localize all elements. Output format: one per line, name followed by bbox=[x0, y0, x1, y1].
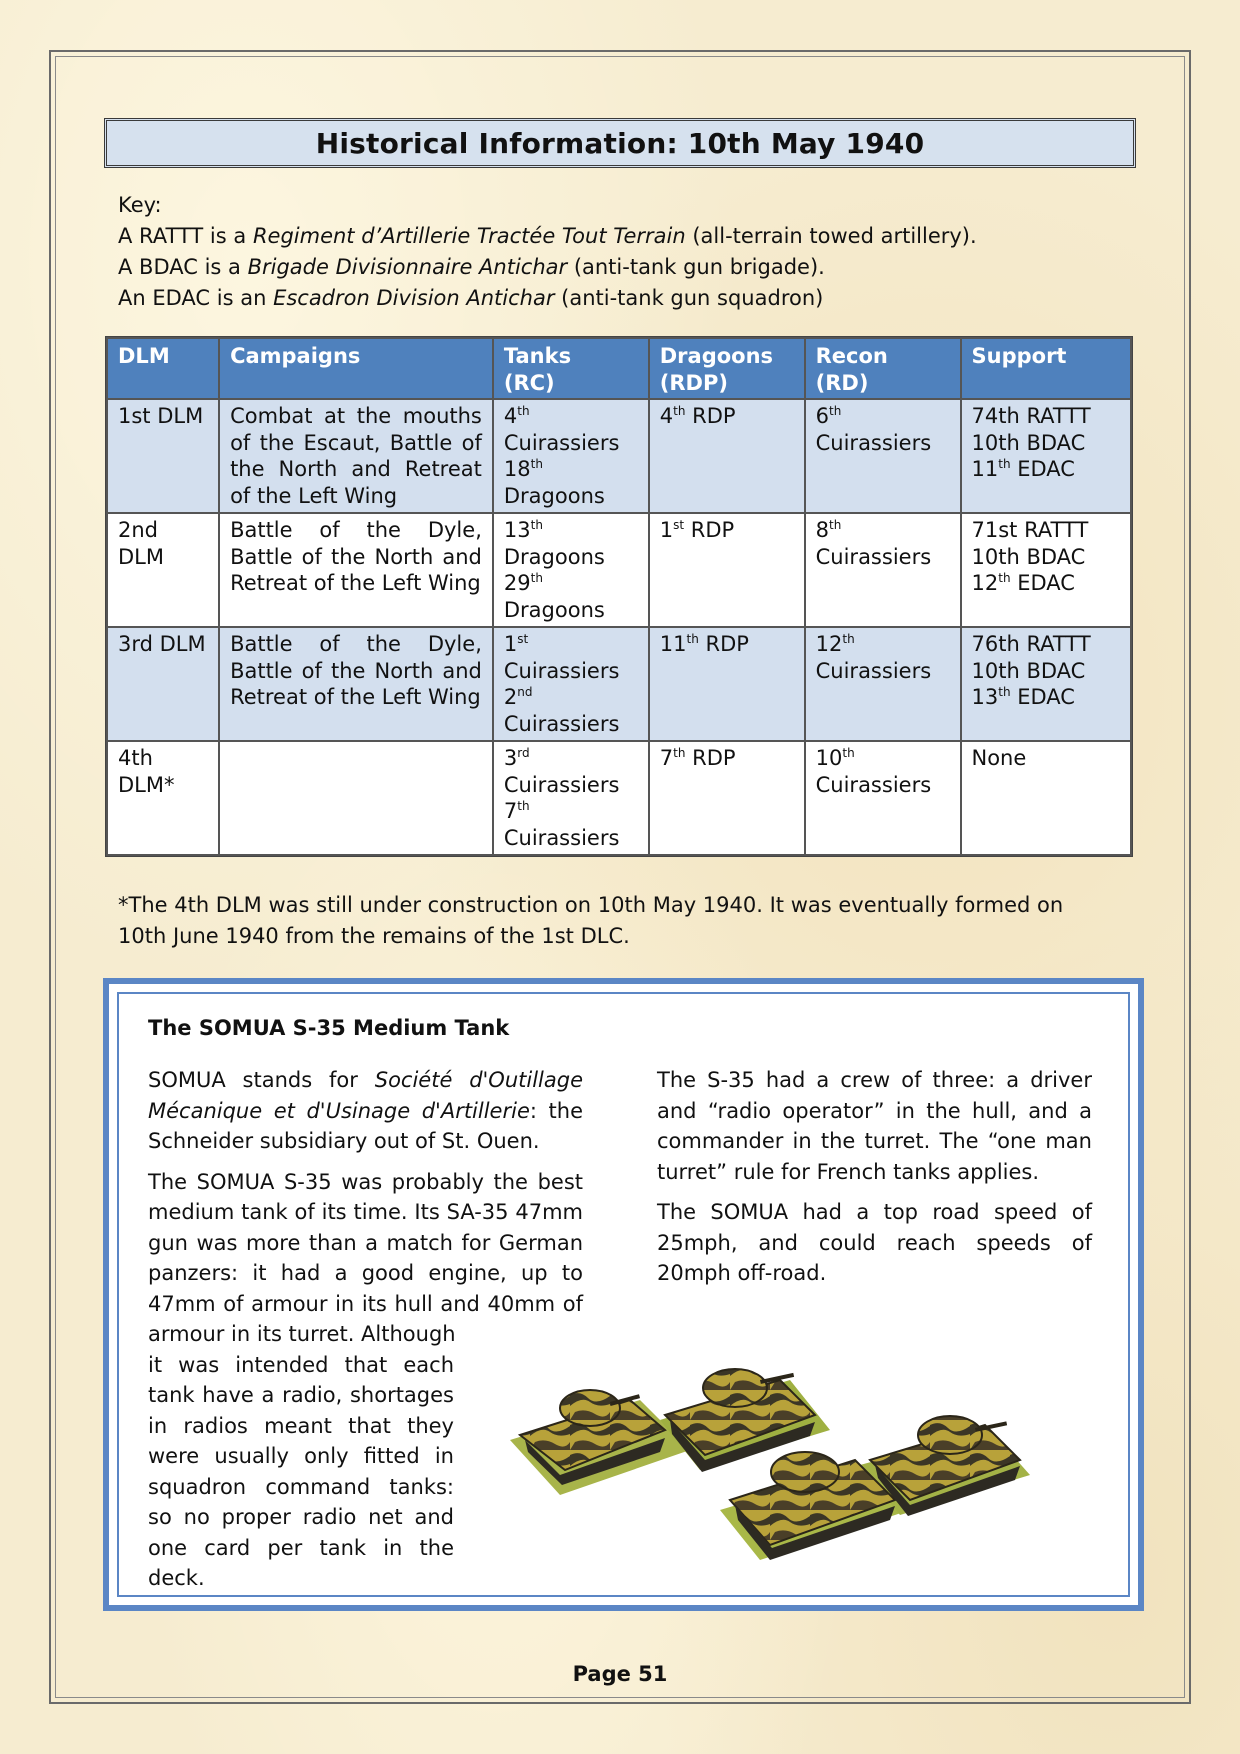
table-header-row bbox=[108, 339, 1130, 398]
key-edac-term: Escadron Division Antichar bbox=[273, 286, 555, 310]
key-rattt bbox=[118, 221, 1118, 252]
cell-tanks: 4th Cuirassiers 18th Dragoons bbox=[494, 400, 648, 512]
key-rattt-post: (all-terrain towed artillery). bbox=[685, 224, 977, 248]
header-support: Support bbox=[962, 339, 1131, 398]
cell-recon: 12th Cuirassiers bbox=[806, 628, 960, 740]
key-edac-pre: An EDAC is an bbox=[118, 286, 274, 310]
cell-campaign: Battle of the Dyle, Battle of the North and Retreat of the Left Wing bbox=[220, 628, 492, 740]
cell-recon: 8th Cuirassiers bbox=[806, 514, 960, 626]
cell-dlm: 2nd DLM bbox=[108, 514, 218, 626]
somua-paragraph-2: The SOMUA S-35 was probably the best medium tank of its time. Its SA-35 47mm gun was more than a match for German panzers: it had a good engine, up to 47mm of armour in its hull and 40mm of armour in its turret. Although bbox=[148, 1169, 583, 1346]
cell-campaign bbox=[220, 742, 492, 854]
header-dlm: DLM bbox=[108, 339, 218, 398]
cell-campaign: Battle of the Dyle, Battle of the North and Retreat of the Left Wing bbox=[220, 514, 492, 626]
cell-tanks: 3rd Cuirassiers 7th Cuirassiers bbox=[494, 742, 648, 854]
cell-dlm: 1st DLM bbox=[108, 400, 218, 512]
key-rattt-pre: A RATTT is a bbox=[118, 224, 253, 248]
key-bdac-term: Brigade Divisionnaire Antichar bbox=[247, 255, 568, 279]
cell-campaign: Combat at the mouths of the Escaut, Battle of the North and Retreat of the Left Wing bbox=[220, 400, 492, 512]
page-number: Page 51 bbox=[572, 1662, 668, 1686]
cell-recon: 10th Cuirassiers bbox=[806, 742, 960, 854]
table-row bbox=[108, 514, 1130, 626]
somua-paragraph-1: SOMUA stands for Société d'Outillage Mécanique et d'Usinage d'Artillerie: the Schneider subsidiary out of St. Ouen. bbox=[148, 1068, 583, 1153]
somua-paragraph-4: The SOMUA had a top road speed of 25mph, and could reach speeds of 20mph off-road. bbox=[657, 1200, 1092, 1285]
cell-recon: 6th Cuirassiers bbox=[806, 400, 960, 512]
table-row bbox=[108, 742, 1130, 854]
cell-dragoons: 4th RDP bbox=[650, 400, 804, 512]
key-section bbox=[118, 190, 1118, 314]
cell-support: 71st RATTT 10th BDAC 12th EDAC bbox=[962, 514, 1131, 626]
key-rattt-term: Regiment d’Artillerie Tractée Tout Terrain bbox=[252, 224, 686, 248]
key-heading: Key: bbox=[118, 193, 162, 217]
key-bdac-post: (anti-tank gun brigade). bbox=[567, 255, 825, 279]
cell-support: 74th RATTT 10th BDAC 11th EDAC bbox=[962, 400, 1131, 512]
somua-right-column bbox=[657, 1065, 1092, 1299]
cell-dragoons: 7th RDP bbox=[650, 742, 804, 854]
table-row bbox=[108, 400, 1130, 512]
cell-support: 76th RATTT 10th BDAC 13th EDAC bbox=[962, 628, 1131, 740]
cell-tanks: 13th Dragoons 29th Dragoons bbox=[494, 514, 648, 626]
title-banner bbox=[104, 118, 1136, 168]
order-of-battle-table bbox=[105, 336, 1133, 857]
header-campaigns: Campaigns bbox=[220, 339, 492, 398]
key-edac bbox=[118, 283, 1118, 314]
page-title: Historical Information: 10th May 1940 bbox=[315, 126, 925, 160]
table-row bbox=[108, 628, 1130, 740]
cell-support: None bbox=[962, 742, 1131, 854]
key-bdac bbox=[118, 252, 1118, 283]
key-bdac-pre: A BDAC is a bbox=[118, 255, 248, 279]
somua-paragraph-3: The S-35 had a crew of three: a driver and “radio operator” in the hull, and a commander in the turret. The “one man turret” rule for French tanks applies. bbox=[657, 1068, 1092, 1184]
cell-tanks: 1st Cuirassiers 2nd Cuirassiers bbox=[494, 628, 648, 740]
header-tanks: Tanks (RC) bbox=[494, 339, 648, 398]
footnote: *The 4th DLM was still under construction on 10th May 1940. It was eventually formed on 10th June 1940 from the remains of the 1st DLC. bbox=[118, 893, 1064, 948]
header-recon: Recon (RD) bbox=[806, 339, 960, 398]
cell-dragoons: 1st RDP bbox=[650, 514, 804, 626]
somua-paragraph-2-wrap: it was intended that each tank have a radio, shortages in radios meant that they were usually only fitted in squadron command tanks: so no proper radio net and one card per tank in the deck. bbox=[148, 1352, 454, 1590]
header-dragoons: Dragoons (RDP) bbox=[650, 339, 804, 398]
key-edac-post: (anti-tank gun squadron) bbox=[554, 286, 824, 310]
cell-dlm: 4th DLM* bbox=[108, 742, 218, 854]
somua-title: The SOMUA S-35 Medium Tank bbox=[148, 1016, 510, 1040]
cell-dlm: 3rd DLM bbox=[108, 628, 218, 740]
somua-tank-miniatures-image bbox=[490, 1360, 1100, 1575]
cell-dragoons: 11th RDP bbox=[650, 628, 804, 740]
